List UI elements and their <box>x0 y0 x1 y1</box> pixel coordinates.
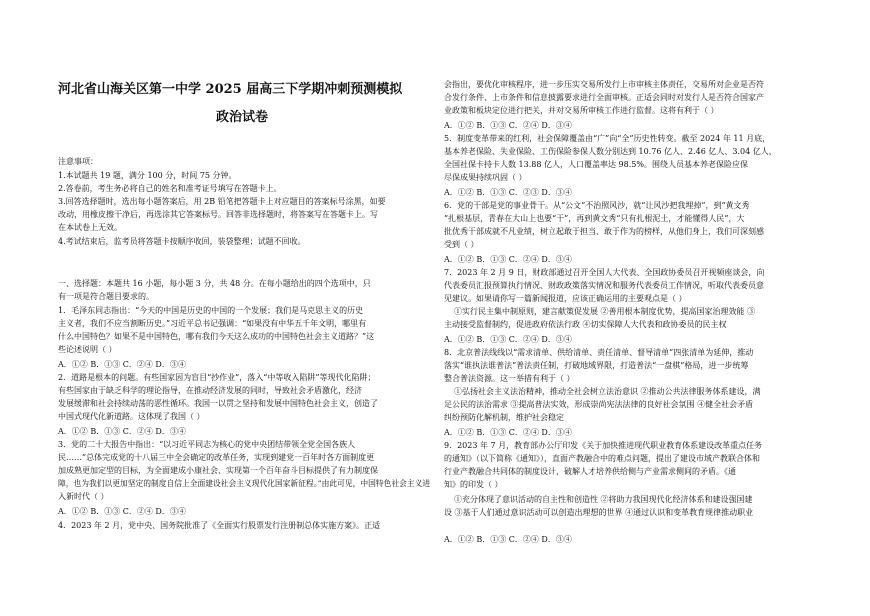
page-title: 河北省山海关区第一中学 2025 届高三下学期冲刺预测模拟 <box>58 82 403 97</box>
text-line: 些论述说明（ ） <box>58 345 117 354</box>
text-line: A．①② B．①③ C．②④ D．③④ <box>444 121 572 130</box>
text-line: 民……”总体完成党的十八届三中全会确定的改革任务，实现到建党一百年时各方面制度更 <box>58 453 375 462</box>
text-line: A．①② B．①③ C．②④ D．③④ <box>444 335 572 344</box>
text-line: 4．2023 年 2 月，党中央、国务院批准了《全面实行股票发行注册制总体实施方案》。正适 <box>58 521 381 530</box>
text-line: 整合普法资源。这一举措有利于（ ） <box>444 374 575 383</box>
text-line: 的通知》（以下简称《通知》），直面产教融合中的难点问题，提出了建设市域产教联合体和 <box>444 454 760 463</box>
text-line: 纠纷预防化解机制，维护社会稳定 <box>444 413 564 422</box>
text-line: ①实行民主集中制原则，建言献策促发展 ②善用根本制度优势，提高国家治理效能 ③ <box>454 307 756 316</box>
text-line: 业政策和板块定位进行把关，并对交易所审核工作进行监督。这将有利于（ ） <box>444 106 719 115</box>
text-line: A．①② B．①③ C．②④ D．③④ <box>444 535 572 544</box>
text-line: 有些国家由于缺乏科学的理论指导，在推动经济发展的同时，导致社会矛盾激化，经济 <box>58 386 362 395</box>
text-line: 发展缓滞和社会持续动荡的恶性循环。我国一以贯之坚持和发展中国特色社会主义，创造了 <box>58 399 378 408</box>
text-line: A．①② B．①③ C．②④ D．③④ <box>444 255 572 264</box>
text-line: 2．道路是根本的问题。有些国家因为盲目“抄作业”，落入“中等收入陷阱”等现代化陷阱； <box>58 373 376 382</box>
text-line: 障，也为我们以更加坚定的制度自信上全面建设社会主义现代化国家新征程。”由此可见，中国特色社会主义进 <box>58 479 431 488</box>
text-line: 见建议。如果请你写一篇新闻报道，应该正确运用的主要观点是（ ） <box>444 294 687 303</box>
text-line: 主动接受监督制约，促进政府依法行政 ④切实保障人大代表和政协委员的民主权 <box>444 320 727 329</box>
text-line: 代表委员汇报预算执行情况、财政政策落实情况和服务代表委员工作情况，听取代表委员意 <box>444 281 764 290</box>
text-line: 1．毛泽东同志指出：“今天的中国是历史的中国的一个发展；我们是马克思主义的历史 <box>58 306 364 315</box>
text-line: 全国社保卡持卡人数 13.88 亿人，人口覆盖率达 98.5%。围绕人员基本养老保险应保 <box>444 160 748 169</box>
text-line: ①充分体现了意识活动的自主性和创造性 ②将助力我国现代化经济体系和建设强国建 <box>454 495 753 504</box>
text-line: ①弘扬社会主义法治精神，推动全社会树立法治意识 ②推动公共法律服务体系建设，满 <box>454 387 761 396</box>
text-line: A．①② B．①③ C．②③ D．③④ <box>444 188 572 197</box>
text-line: 9．2023 年 7 月，教育部办公厅印发《关于加快推进现代职业教育体系建设改革重点任务 <box>444 441 763 450</box>
text-line: 7．2023 年 2 月 9 日，财政部通过召开全国人大代表、全国政协委员召开视频座谈会，向 <box>444 268 765 277</box>
text-line: 基本养老保险、失业保险、工伤保险参保人数分别达到 10.76 亿人、2.46 亿人、3.04 亿人， <box>444 147 777 156</box>
text-line: A．①② B．①③ C．②④ D．③④ <box>58 507 186 516</box>
notes-heading: 注意事项： <box>58 157 98 166</box>
text-line: 加成熟更加定型的目标，为全面建成小康社会、实现第一个百年奋斗目标提供了有力制度保 <box>58 466 378 475</box>
notes-item: 改动，用橡皮擦干净后，再选涂其它答案标号。回答非选择题时，将答案写在答题卡上。写 <box>58 210 378 219</box>
text-line: 尽保成果持续巩固（ ） <box>444 173 527 182</box>
text-line: ”扎根基层，青春在大山上也要“干”，再到黄文秀“只有扎根泥土，才能懂得人民”，大 <box>444 214 745 223</box>
text-line: A．①② B．①③ C．②④ D．③④ <box>58 360 186 369</box>
text-line: 有一项是符合题目要求的。 <box>58 292 154 301</box>
text-line: 5．制度变革带来的红利，社会保障覆盖由“广”向“全”历史性转变。截至 2024 年 11 月底， <box>444 134 771 143</box>
text-line: 行业产教融合共同体的制度设计，破解人才培养供给侧与产业需求侧间的矛盾。《通 <box>444 467 736 476</box>
text-line: 主义者，我们不应当割断历史。”习近平总书记强调：“如果没有中华五千年文明，哪里有 <box>58 319 367 328</box>
text-line: A．①② B．①③ C．②④ D．③④ <box>444 428 572 437</box>
text-line: 8．北京普法线线以“需求清单、供给清单、责任清单、督导清单”四张清单为延伸，推动 <box>444 348 754 357</box>
notes-item: 3.回答选择题时，选出每小题答案后，用 2B 铅笔把答题卡上对应题目的答案标号涂黑，如要 <box>58 197 386 206</box>
text-line: 落实“谁执法谁普法”普法责任制，打破地域界限，打造普法“一盘棋”格局，进一步统筹 <box>444 361 749 370</box>
text-line: 会指出，要优化审核程序，进一步压实交易所发行上市审核主体责任，交易所对企业是否符 <box>444 80 764 89</box>
notes-item: 4.考试结束后，监考员将答题卡按顺序收回，装袋整理；试题不回收。 <box>58 237 306 246</box>
text-line: 受到（ ） <box>444 240 479 249</box>
text-line: 入新时代（ ） <box>58 492 109 501</box>
text-line: 批优秀干部成就不凡业绩，树立起敢于担当、敢于作为的榜样，从他们身上，我们可深刻感 <box>444 227 764 236</box>
text-line: 什么中国特色？如果不是中国特色，哪有我们今天这么成功的中国特色社会主义道路？”这 <box>58 332 375 341</box>
text-line: A．①② B．①③ C．②④ D．③④ <box>58 427 186 436</box>
text-line: 3．党的二十大报告中指出：“以习近平同志为核心的党中央团结带领全党全国各族人 <box>58 440 356 449</box>
text-line: 中国式现代化新道路。这体现了我国（ ） <box>58 412 205 421</box>
notes-item: 在本试卷上无效。 <box>58 223 122 232</box>
text-line: 知》的印发（ ） <box>444 480 503 489</box>
text-line: 合发行条件、上市条件和信息披露要求进行全面审核。正适会同时对发行人是否符合国家产 <box>444 93 764 102</box>
notes-item: 1.本试题共 19 题，满分 100 分，时间 75 分钟。 <box>58 171 237 180</box>
text-line: 一、选择题：本题共 16 小题，每小题 3 分，共 48 分。在每小题给出的四个选项中，只 <box>58 279 371 288</box>
text-line: 6．党的干部是党的事业骨干。从“公文”不治照风沙，就“让风沙把我埋掉”，到“黄文秀 <box>444 201 750 210</box>
text-line: 设 ③基于人们通过意识活动可以创造出理想的世界 ④通过认识和变革教育规律推动职业 <box>444 508 754 517</box>
text-line: 足公民的法治需求 ③提高普法实效，形成崇尚宪法法律的良好社会氛围 ④健全社会矛盾 <box>444 400 754 409</box>
page-subtitle: 政治试卷 <box>216 110 269 125</box>
notes-item: 2.答卷前，考生务必将自己的姓名和准考证号填写在答题卡上。 <box>58 184 282 193</box>
